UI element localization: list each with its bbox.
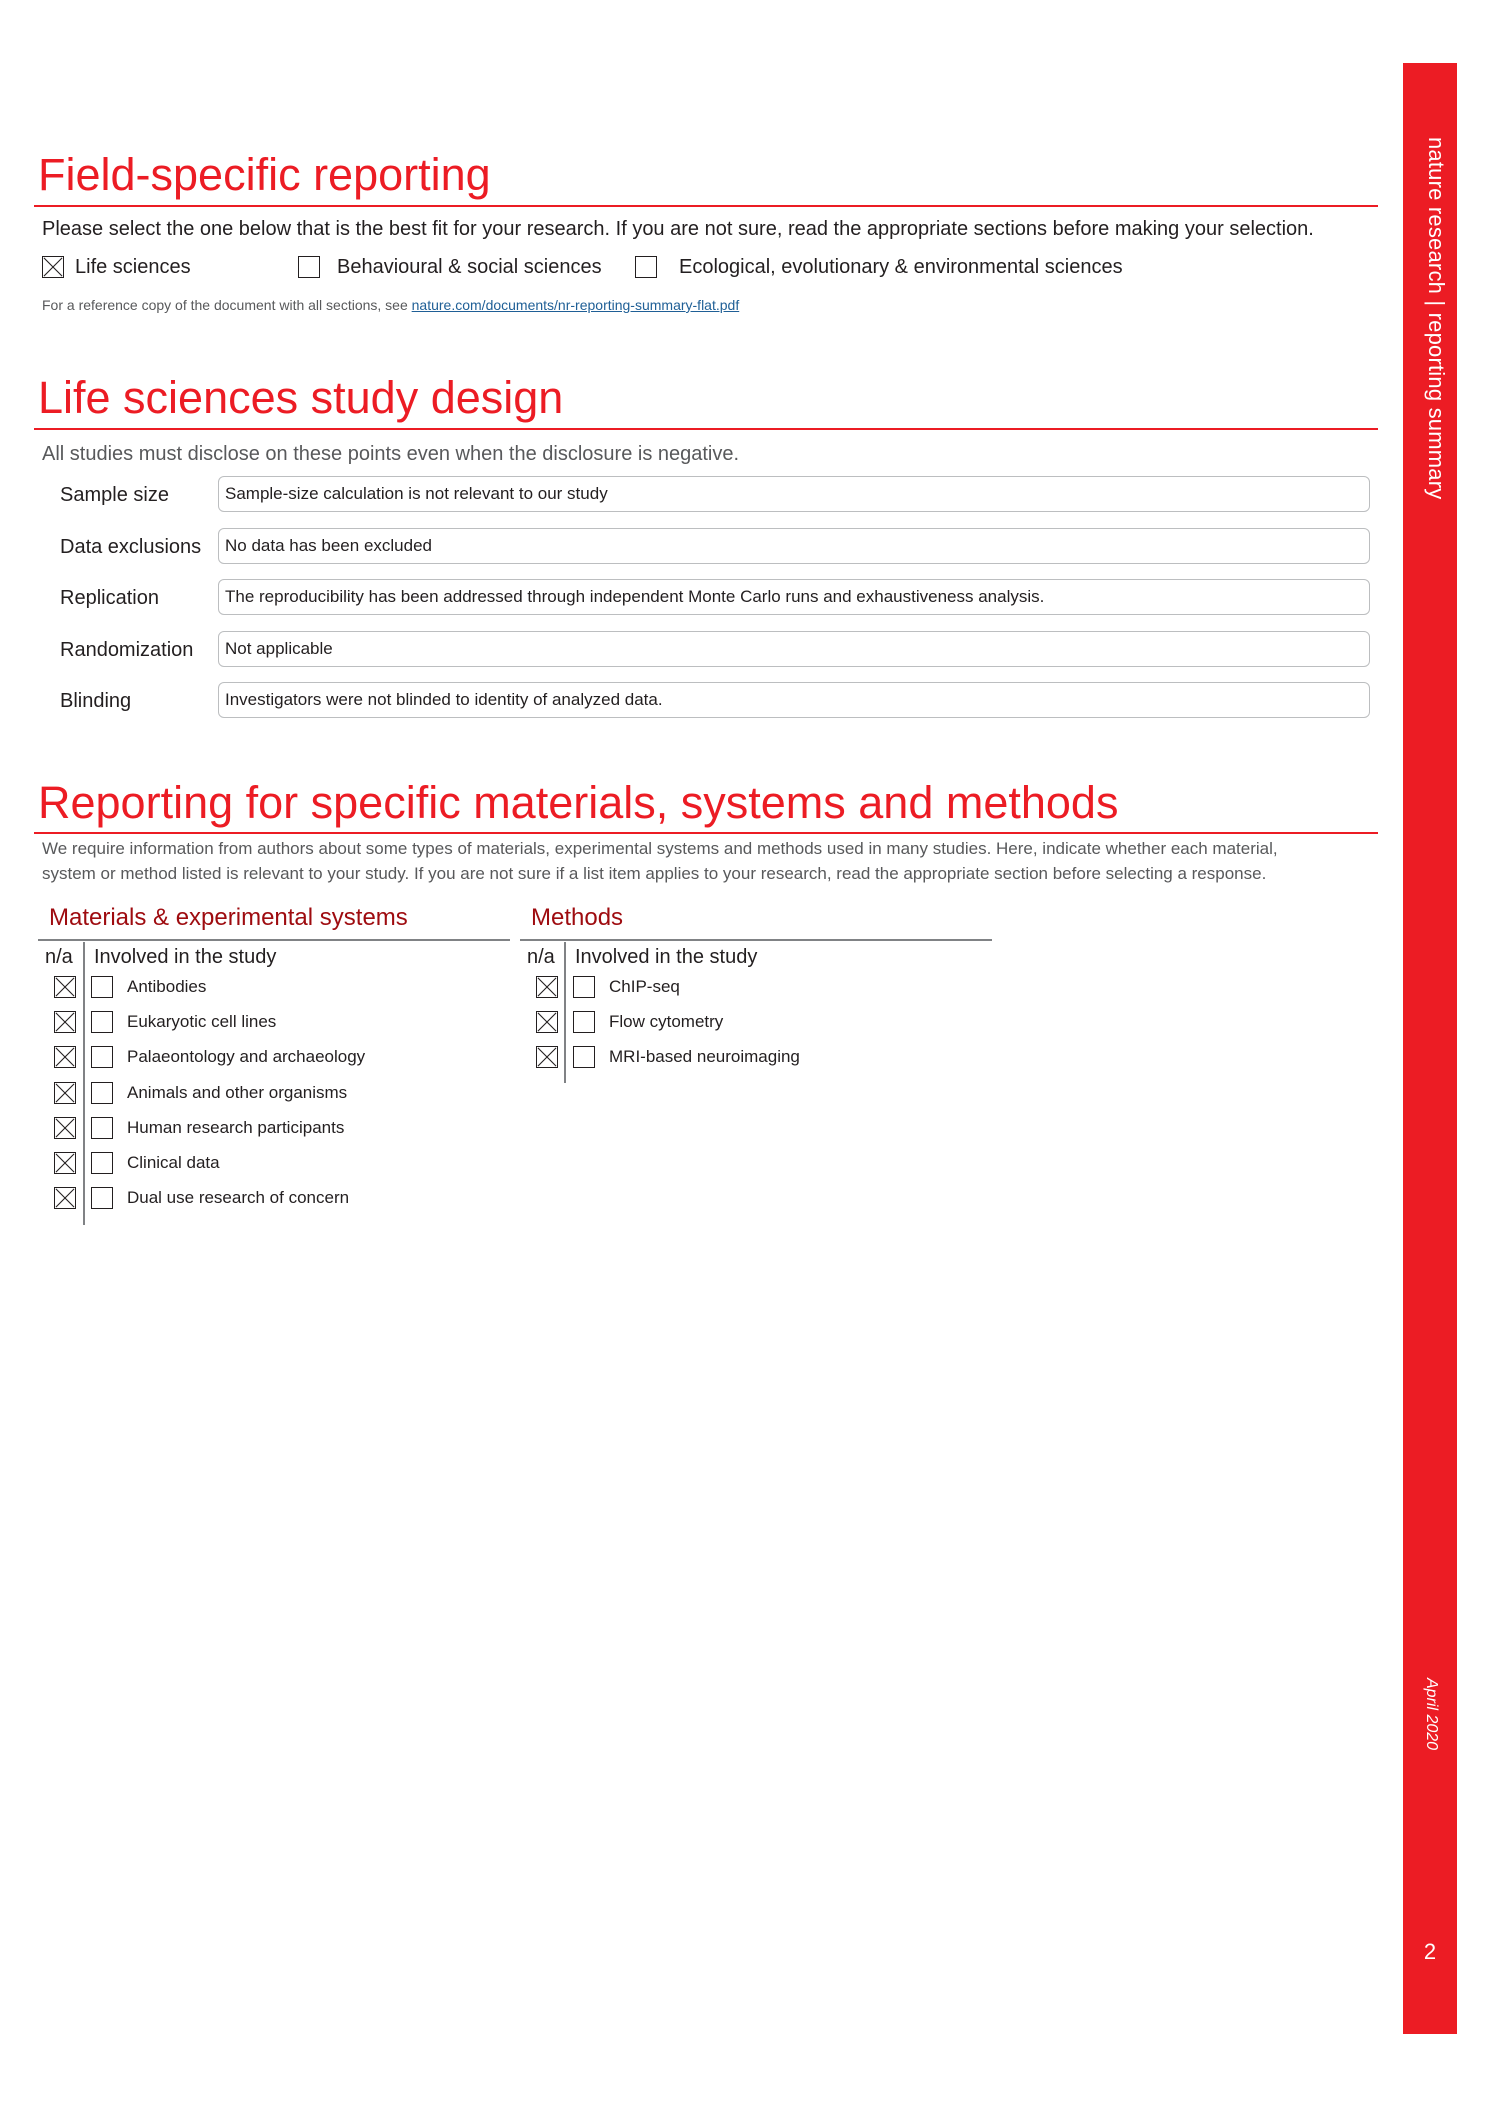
checked-x-icon: [55, 1188, 75, 1208]
checklist-item-label: Animals and other organisms: [127, 1082, 348, 1102]
involved-checkbox[interactable]: [573, 1011, 595, 1033]
na-checkbox[interactable]: [54, 1082, 76, 1104]
field-option-label-life-sciences: Life sciences: [75, 256, 191, 278]
study-design-heading: Life sciences study design: [38, 372, 564, 423]
replication-field[interactable]: [218, 579, 1370, 615]
field-value: The reproducibility has been addressed through independent Monte Carlo runs and exhaustiveness analysis.: [225, 587, 1045, 606]
methods-col-involved: Involved in the study: [575, 946, 758, 968]
blinding-field[interactable]: [218, 682, 1370, 718]
field-value: No data has been excluded: [225, 536, 432, 555]
checklist-item-label: ChIP-seq: [609, 977, 680, 996]
materials-rule: [38, 939, 510, 941]
involved-checkbox[interactable]: [91, 976, 113, 998]
na-checkbox[interactable]: [54, 1046, 76, 1068]
checked-x-icon: [55, 1012, 75, 1032]
na-checkbox[interactable]: [54, 1011, 76, 1033]
sample-size-field[interactable]: [218, 476, 1370, 512]
checked-x-icon: [537, 977, 557, 997]
checklist-item-label: Human research participants: [127, 1117, 345, 1137]
field-option-label-ecological: Ecological, evolutionary & environmental sciences: [679, 256, 1123, 278]
checklist-item-label: Antibodies: [127, 977, 207, 996]
field-option-label-behavioural: Behavioural & social sciences: [337, 256, 602, 278]
checked-x-icon: [55, 1083, 75, 1103]
involved-checkbox[interactable]: [573, 976, 595, 998]
materials-divider: [83, 942, 85, 1225]
involved-checkbox[interactable]: [91, 1046, 113, 1068]
involved-checkbox[interactable]: [91, 1152, 113, 1174]
na-checkbox[interactable]: [536, 1046, 558, 1068]
randomization-field[interactable]: [218, 631, 1370, 667]
involved-checkbox[interactable]: [91, 1187, 113, 1209]
checklist-item-label: Flow cytometry: [609, 1012, 724, 1032]
reference-prefix: For a reference copy of the document with all sections, see: [42, 297, 412, 313]
study-row-label: Data exclusions: [60, 536, 202, 558]
sidebar-title: nature research | reporting summary: [1424, 137, 1449, 500]
checklist-item-label: Clinical data: [127, 1153, 220, 1172]
reference-note: [42, 297, 739, 313]
study-row-label: Blinding: [60, 690, 132, 712]
na-checkbox[interactable]: [536, 1011, 558, 1033]
checklist-item-label: MRI-based neuroimaging: [609, 1047, 800, 1067]
field-option-checkbox-behavioural[interactable]: [298, 256, 320, 278]
page-number: 2: [1423, 1939, 1437, 1964]
involved-checkbox[interactable]: [573, 1046, 595, 1068]
specific-intro-line2: system or method listed is relevant to your study. If you are not sure if a list item applies to your research, read the appropriate section before selecting a response.: [42, 864, 1267, 883]
na-checkbox[interactable]: [54, 1152, 76, 1174]
study-design-rule: [34, 428, 1378, 430]
methods-divider: [564, 942, 566, 1083]
study-row-label: Sample size: [60, 484, 169, 506]
data-exclusions-field[interactable]: [218, 528, 1370, 564]
na-checkbox[interactable]: [536, 976, 558, 998]
sidebar-date: April 2020: [1423, 1678, 1440, 1751]
na-checkbox[interactable]: [54, 976, 76, 998]
sidebar-band: [1403, 63, 1457, 2034]
involved-checkbox[interactable]: [91, 1082, 113, 1104]
checked-x-icon: [55, 1153, 75, 1173]
field-specific-rule: [34, 205, 1378, 207]
checked-x-icon: [537, 1012, 557, 1032]
methods-title: Methods: [531, 904, 624, 931]
field-option-checkbox-life-sciences[interactable]: [42, 256, 64, 278]
field-value: Sample-size calculation is not relevant to our study: [225, 484, 608, 503]
na-checkbox[interactable]: [54, 1117, 76, 1139]
checked-x-icon: [55, 977, 75, 997]
na-checkbox[interactable]: [54, 1187, 76, 1209]
materials-title: Materials & experimental systems: [49, 904, 408, 931]
materials-col-na: n/a: [45, 946, 73, 968]
checked-x-icon: [43, 257, 63, 277]
checklist-item-label: Eukaryotic cell lines: [127, 1012, 277, 1032]
reference-link[interactable]: nature.com/documents/nr-reporting-summary-flat.pdf: [411, 297, 740, 313]
checked-x-icon: [537, 1047, 557, 1067]
checklist-item-label: Palaeontology and archaeology: [127, 1047, 366, 1067]
specific-reporting-rule: [34, 832, 1378, 834]
specific-intro-line1: We require information from authors about some types of materials, experimental systems and methods used in many studies. Here, indicate whether each material,: [42, 839, 1278, 858]
methods-rule: [520, 939, 992, 941]
checked-x-icon: [55, 1047, 75, 1067]
field-specific-heading: Field-specific reporting: [38, 149, 491, 200]
checklist-item-label: Dual use research of concern: [127, 1188, 350, 1208]
study-row-label: Replication: [60, 587, 159, 609]
study-row-label: Randomization: [60, 639, 194, 661]
materials-col-involved: Involved in the study: [94, 946, 277, 968]
checked-x-icon: [55, 1118, 75, 1138]
specific-reporting-heading: Reporting for specific materials, systems and methods: [38, 777, 1119, 828]
involved-checkbox[interactable]: [91, 1011, 113, 1033]
field-value: Not applicable: [225, 639, 333, 658]
methods-col-na: n/a: [527, 946, 555, 968]
field-option-checkbox-ecological[interactable]: [635, 256, 657, 278]
involved-checkbox[interactable]: [91, 1117, 113, 1139]
field-value: Investigators were not blinded to identity of analyzed data.: [225, 690, 663, 709]
field-specific-instruction: Please select the one below that is the best fit for your research. If you are not sure, read the appropriate sections before making your selection.: [42, 218, 1314, 240]
study-design-intro: All studies must disclose on these points even when the disclosure is negative.: [42, 443, 740, 465]
